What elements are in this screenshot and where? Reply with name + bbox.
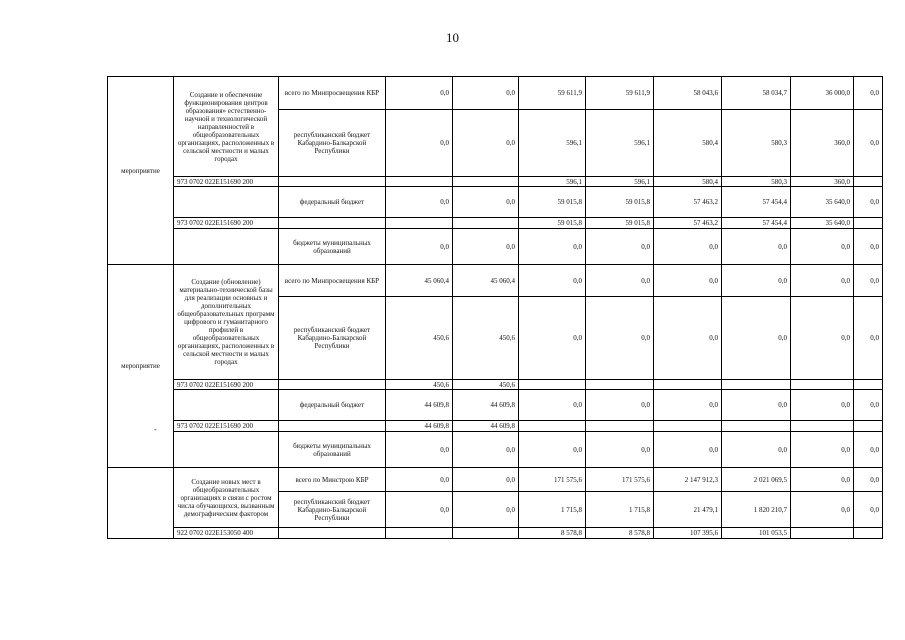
value-cell: 0,0 [453,432,519,468]
page-number: 10 [446,30,459,45]
value-cell [654,380,722,390]
value-cell: 0,0 [791,492,854,528]
value-cell: 0,0 [854,432,883,468]
value-cell: 57 463,2 [654,218,722,229]
value-cell: 107 395,6 [654,528,722,539]
value-cell: 596,1 [586,177,654,187]
value-cell [854,218,883,229]
budget-code-cell: 973 0702 022E151690 200 [174,218,279,229]
value-cell: 0,0 [854,297,883,380]
value-cell: 0,0 [854,492,883,528]
table-row [108,218,883,229]
table-row [108,390,883,421]
value-cell: 0,0 [854,110,883,177]
value-cell [791,380,854,390]
value-cell [854,177,883,187]
funding-source-cell: республиканский бюджет Кабардино-Балкарской Республики [279,110,386,177]
value-cell: 59 611,9 [586,77,654,110]
value-cell: 0,0 [854,468,883,492]
value-cell: 0,0 [386,432,453,468]
value-cell: 0,0 [386,229,453,265]
value-cell: 57 463,2 [654,187,722,218]
stray-mark: - [154,425,157,434]
value-cell: 360,0 [791,177,854,187]
table-row [108,380,883,390]
table-row [108,421,883,432]
value-cell: 580,4 [654,177,722,187]
value-cell: 59 015,8 [586,187,654,218]
value-cell: 0,0 [854,187,883,218]
value-cell: 580,3 [722,110,791,177]
value-cell: 0,0 [654,229,722,265]
value-cell: 57 454,4 [722,187,791,218]
value-cell: 0,0 [854,229,883,265]
value-cell: 0,0 [791,468,854,492]
empty-name-cell [174,187,279,218]
value-cell: 21 479,1 [654,492,722,528]
value-cell: 0,0 [654,297,722,380]
value-cell: 45 060,4 [453,265,519,297]
value-cell: 0,0 [586,229,654,265]
value-cell: 0,0 [654,390,722,421]
value-cell: 0,0 [453,492,519,528]
table-row [108,265,883,297]
value-cell: 8 578,8 [519,528,586,539]
value-cell [586,421,654,432]
value-cell [453,218,519,229]
value-cell: 0,0 [654,265,722,297]
value-cell [453,528,519,539]
value-cell: 44 609,8 [453,421,519,432]
value-cell: 596,1 [519,177,586,187]
empty-source-cell [279,528,386,539]
value-cell [722,380,791,390]
table-row [108,177,883,187]
table-row [108,229,883,265]
value-cell: 0,0 [854,265,883,297]
empty-source-cell [279,380,386,390]
value-cell: 171 575,6 [586,468,654,492]
value-cell: 57 454,4 [722,218,791,229]
value-cell [519,421,586,432]
value-cell: 450,6 [386,380,453,390]
value-cell: 0,0 [386,468,453,492]
value-cell: 44 609,8 [453,390,519,421]
table-row [108,187,883,218]
value-cell [791,528,854,539]
value-cell: 0,0 [791,265,854,297]
event-type-cell [108,468,174,539]
budget-code-cell: 973 0702 022E151690 200 [174,177,279,187]
value-cell: 450,6 [453,297,519,380]
value-cell: 0,0 [453,187,519,218]
value-cell: 0,0 [791,229,854,265]
value-cell: 450,6 [386,297,453,380]
funding-source-cell: всего по Минстрою КБР [279,468,386,492]
table-row [108,432,883,468]
value-cell: 0,0 [519,297,586,380]
value-cell: 44 609,8 [386,390,453,421]
value-cell: 59 611,9 [519,77,586,110]
event-name-cell: Создание новых мест в общеобразовательных организациях в связи с ростом числа обучающихся, вызванным демографическим фактором [174,468,279,528]
value-cell: 360,0 [791,110,854,177]
value-cell: 580,4 [654,110,722,177]
budget-table [107,76,883,539]
value-cell: 58 034,7 [722,77,791,110]
value-cell: 45 060,4 [386,265,453,297]
value-cell: 450,6 [453,380,519,390]
value-cell [386,218,453,229]
value-cell: 0,0 [586,297,654,380]
value-cell [791,421,854,432]
value-cell: 59 015,8 [586,218,654,229]
value-cell [519,380,586,390]
funding-source-cell: федеральный бюджет [279,187,386,218]
event-type-cell: мероприятие [108,77,174,265]
value-cell: 0,0 [791,297,854,380]
value-cell: 8 578,8 [586,528,654,539]
funding-source-cell: республиканский бюджет Кабардино-Балкарской Республики [279,492,386,528]
value-cell: 0,0 [519,265,586,297]
value-cell: 2 147 912,3 [654,468,722,492]
value-cell: 0,0 [854,77,883,110]
value-cell: 0,0 [722,265,791,297]
value-cell: 59 015,8 [519,218,586,229]
value-cell [453,177,519,187]
empty-name-cell [174,229,279,265]
value-cell: 1 715,8 [519,492,586,528]
table-row [108,528,883,539]
value-cell: 2 021 069,5 [722,468,791,492]
funding-source-cell: всего по Минпросвещения КБР [279,265,386,297]
value-cell: 44 609,8 [386,421,453,432]
value-cell [586,380,654,390]
value-cell: 0,0 [722,229,791,265]
value-cell: 35 640,0 [791,187,854,218]
value-cell: 0,0 [722,297,791,380]
funding-source-cell: бюджеты муниципальных образований [279,432,386,468]
event-name-cell: Создание (обновление) материально-технической базы для реализации основных и дополнительных общеобразовательных программ цифрового и гуманитарного профилей в общеобразовательных организациях, расположенных в сельской местности и малых городах [174,265,279,380]
value-cell: 58 043,6 [654,77,722,110]
empty-name-cell [174,390,279,421]
value-cell: 35 640,0 [791,218,854,229]
value-cell [854,528,883,539]
value-cell [854,380,883,390]
table-row [108,77,883,110]
value-cell [386,528,453,539]
budget-code-cell: 973 0702 022E151690 200 [174,421,279,432]
empty-source-cell [279,177,386,187]
value-cell: 0,0 [791,432,854,468]
empty-source-cell [279,421,386,432]
value-cell [654,421,722,432]
value-cell: 0,0 [519,229,586,265]
value-cell: 59 015,8 [519,187,586,218]
value-cell: 0,0 [586,265,654,297]
value-cell: 1 715,8 [586,492,654,528]
value-cell: 0,0 [791,390,854,421]
value-cell: 596,1 [586,110,654,177]
value-cell: 0,0 [519,390,586,421]
value-cell: 101 053,5 [722,528,791,539]
value-cell: 0,0 [453,110,519,177]
value-cell: 0,0 [854,390,883,421]
funding-source-cell: всего по Минпросвещения КБР [279,77,386,110]
empty-name-cell [174,432,279,468]
funding-source-cell: республиканский бюджет Кабардино-Балкарской Республики [279,297,386,380]
value-cell: 0,0 [722,432,791,468]
value-cell: 0,0 [386,110,453,177]
value-cell: 580,3 [722,177,791,187]
event-name-cell: Создание и обеспечение функционирования центров образования» естественно-научной и технологической направленностей в общеобразовательных организациях, расположенных в сельской местности и малых городах [174,77,279,177]
value-cell: 0,0 [722,390,791,421]
value-cell: 0,0 [453,468,519,492]
value-cell: 0,0 [386,492,453,528]
value-cell: 0,0 [453,229,519,265]
value-cell: 0,0 [586,390,654,421]
budget-code-cell: 922 0702 022E153050 400 [174,528,279,539]
value-cell: 0,0 [386,77,453,110]
budget-code-cell: 973 0702 022E151690 200 [174,380,279,390]
value-cell: 596,1 [519,110,586,177]
value-cell [722,421,791,432]
value-cell: 0,0 [519,432,586,468]
value-cell: 171 575,6 [519,468,586,492]
value-cell: 0,0 [586,432,654,468]
value-cell: 1 820 210,7 [722,492,791,528]
funding-source-cell: бюджеты муниципальных образований [279,229,386,265]
value-cell [854,421,883,432]
funding-source-cell: федеральный бюджет [279,390,386,421]
value-cell: 36 000,0 [791,77,854,110]
empty-source-cell [279,218,386,229]
value-cell [386,177,453,187]
event-type-cell: мероприятие [108,265,174,468]
value-cell: 0,0 [654,432,722,468]
table-row [108,468,883,492]
value-cell: 0,0 [453,77,519,110]
value-cell: 0,0 [386,187,453,218]
